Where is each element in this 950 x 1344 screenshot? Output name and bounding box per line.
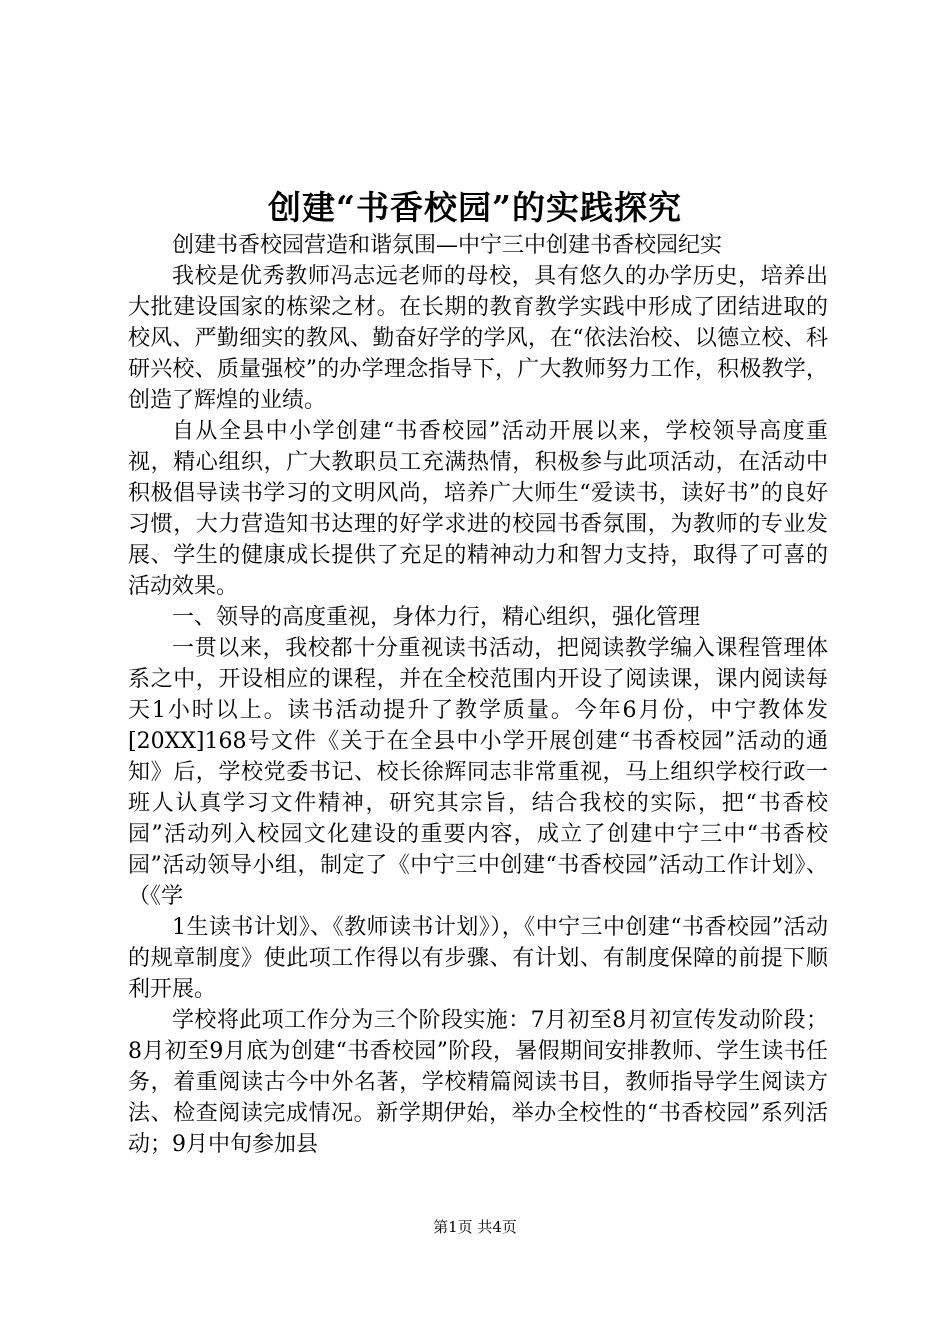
paragraph-subtitle: 创建书香校园营造和谐氛围—中宁三中创建书香校园纪实	[172, 233, 723, 258]
section-heading: 一、领导的高度重视，身体力行，精心组织，强化管理	[172, 605, 701, 630]
document-body	[128, 230, 828, 1160]
paragraph: 1生读书计划》、《教师读书计划》），《中宁三中创建“书香校园”活动的规章制度》使此项工作得以有步骤、有计划、有制度保障的前提下顺利开展。	[128, 915, 828, 1002]
paragraph: 自从全县中小学创建“书香校园”活动开展以来，学校领导高度重视，精心组织，广大教职员工充满热情，积极参与此项活动，在活动中积极倡导读书学习的文明风尚，培养广大师生“爱读书，读好书”的良好习惯，大力营造知书达理的好学求进的校园书香氛围，为教师的专业发展、学生的健康成长提供了充足的精神动力和智力支持，取得了可喜的活动效果。	[128, 419, 828, 599]
paragraph: 一贯以来，我校都十分重视读书活动，把阅读教学编入课程管理体系之中，开设相应的课程，并在全校范围内开设了阅读课，课内阅读每天1小时以上。读书活动提升了教学质量。今年6月份，中宁教体发[20XX]168号文件《关于在全县中小学开展创建“书香校园”活动的通知》后，学校党委书记、校长徐辉同志非常重视，马上组织学校行政一班人认真学习文件精神，研究其宗旨，结合我校的实际，把“书香校园”活动列入校园文化建设的重要内容，成立了创建中宁三中“书香校园”活动领导小组，制定了《中宁三中创建“书香校园”活动工作计划》、（《学	[128, 636, 828, 909]
paragraph: 我校是优秀教师冯志远老师的母校，具有悠久的办学历史，培养出大批建设国家的栋梁之材。在长期的教育教学实践中形成了团结进取的校风、严勤细实的教风、勤奋好学的学风，在“依法治校、以德立校、科研兴校、质量强校”的办学理念指导下，广大教师努力工作，积极教学，创造了辉煌的业绩。	[128, 264, 828, 413]
page-number-footer: 第1页 共4页	[433, 1218, 517, 1236]
document-title: 创建“书香校园”的实践探究	[268, 188, 682, 227]
paragraph: 学校将此项工作分为三个阶段实施：7月初至8月初宣传发动阶段；8月初至9月底为创建“书香校园”阶段，暑假期间安排教师、学生读书任务，着重阅读古今中外名著，学校精篇阅读书目，教师指导学生阅读方法、检查阅读完成情况。新学期伊始，举办全校性的“书香校园”系列活动；9月中旬参加县	[128, 1008, 828, 1157]
